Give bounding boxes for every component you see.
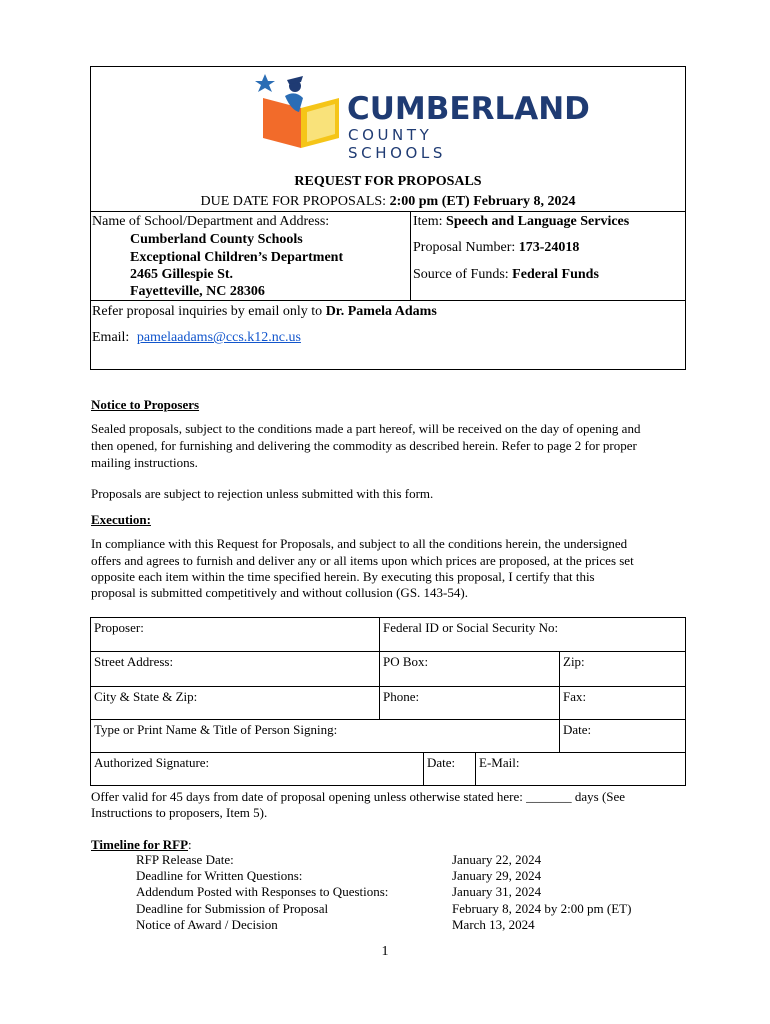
notice-para1-l1: Sealed proposals, subject to the conditions made a part hereof, will be received on the day of opening and — [91, 421, 641, 436]
timeline-row — [136, 884, 696, 900]
email-link[interactable]: pamelaadams@ccs.k12.nc.us — [136, 330, 301, 345]
authorized-signature-field[interactable]: Authorized Signature: — [90, 752, 424, 786]
date-field-2[interactable]: Date: — [423, 752, 476, 786]
inquiry-line — [92, 304, 437, 320]
proposal-label: Proposal Number: — [413, 240, 516, 255]
phone-field[interactable]: Phone: — [379, 686, 560, 720]
header-divider-vertical — [410, 211, 411, 300]
address-line-3: 2465 Gillespie St. — [130, 267, 234, 282]
inquiry-name: Dr. Pamela Adams — [325, 304, 437, 319]
timeline-row — [136, 852, 696, 868]
page-number: 1 — [381, 944, 389, 959]
fax-field[interactable]: Fax: — [559, 686, 686, 720]
timeline-label: RFP Release Date: — [136, 852, 234, 867]
email-line — [92, 330, 301, 346]
email-field[interactable]: E-Mail: — [475, 752, 686, 786]
timeline-row — [136, 917, 696, 933]
funds-value: Federal Funds — [512, 267, 599, 282]
street-address-field[interactable]: Street Address: — [90, 651, 380, 687]
notice-para1-l2: then opened, for furnishing and delivering the commodity as described herein. Refer to page 2 for proper — [91, 438, 637, 453]
logo-book-icon — [255, 68, 347, 150]
timeline-row — [136, 868, 696, 884]
funds-line — [413, 267, 599, 283]
logo-line2: COUNTY SCHOOLS — [348, 126, 446, 162]
address-line-2: Exceptional Children’s Department — [130, 250, 344, 265]
proposal-number-line — [413, 240, 579, 256]
execution-para-l2: offers and agrees to furnish and deliver any or all items upon which prices are proposed, at the prices set — [91, 553, 634, 568]
proposal-value: 173-24018 — [518, 240, 580, 255]
date-field-1[interactable]: Date: — [559, 719, 686, 753]
timeline-row — [136, 901, 696, 917]
name-title-field[interactable]: Type or Print Name & Title of Person Signing: — [90, 719, 560, 753]
address-line-4: Fayetteville, NC 28306 — [130, 284, 265, 299]
execution-heading: Execution: — [91, 512, 151, 527]
federal-id-field[interactable]: Federal ID or Social Security No: — [379, 617, 686, 652]
proposer-field[interactable]: Proposer: — [90, 617, 380, 652]
due-date-line — [90, 194, 686, 210]
address-line-1: Cumberland County Schools — [130, 232, 303, 247]
notice-para2: Proposals are subject to rejection unless submitted with this form. — [91, 486, 434, 501]
notice-heading: Notice to Proposers — [91, 397, 200, 412]
funds-label: Source of Funds: — [413, 267, 509, 282]
offer-line-1: Offer valid for 45 days from date of proposal opening unless otherwise stated here: _______ days (See — [91, 789, 626, 804]
name-address-label: Name of School/Department and Address: — [92, 214, 330, 229]
timeline-colon: : — [188, 837, 192, 852]
notice-para1-l3: mailing instructions. — [91, 455, 198, 470]
execution-para-l3: opposite each item within the time specified herein. By executing this proposal, I certify that this — [91, 569, 595, 584]
timeline-heading-line — [91, 836, 691, 853]
timeline-value: January 31, 2024 — [452, 884, 542, 899]
timeline-label: Addendum Posted with Responses to Questions: — [136, 884, 389, 899]
timeline-label: Deadline for Written Questions: — [136, 868, 303, 883]
timeline-label: Deadline for Submission of Proposal — [136, 901, 329, 916]
timeline-value: January 22, 2024 — [452, 852, 542, 867]
inquiry-text: Refer proposal inquiries by email only to — [92, 304, 323, 319]
logo-line1: CUMBERLAND — [347, 91, 590, 127]
execution-para-l4: proposal is submitted competitively and without collusion (GS. 143-54). — [91, 585, 468, 600]
header-divider-top — [90, 211, 686, 212]
timeline-value: January 29, 2024 — [452, 868, 542, 883]
timeline-heading: Timeline for RFP — [91, 837, 189, 852]
timeline-label: Notice of Award / Decision — [136, 917, 278, 932]
city-state-zip-field[interactable]: City & State & Zip: — [90, 686, 380, 720]
timeline-value: February 8, 2024 by 2:00 pm (ET) — [452, 901, 632, 916]
due-value: 2:00 pm (ET) February 8, 2024 — [389, 194, 576, 209]
item-value: Speech and Language Services — [446, 214, 630, 229]
timeline-value: March 13, 2024 — [452, 917, 535, 932]
page-title: REQUEST FOR PROPOSALS — [294, 174, 482, 189]
email-label: Email: — [92, 330, 130, 345]
item-line — [413, 214, 629, 230]
execution-para-l1: In compliance with this Request for Proposals, and subject to all the conditions herein, the undersigned — [91, 536, 628, 551]
cumberland-logo — [255, 68, 590, 162]
due-label: DUE DATE FOR PROPOSALS: — [200, 194, 387, 209]
header-divider-mid — [90, 300, 686, 301]
zip-field[interactable]: Zip: — [559, 651, 686, 687]
offer-line-2: Instructions to proposers, Item 5). — [91, 805, 268, 820]
item-label: Item: — [413, 214, 443, 229]
po-box-field[interactable]: PO Box: — [379, 651, 560, 687]
